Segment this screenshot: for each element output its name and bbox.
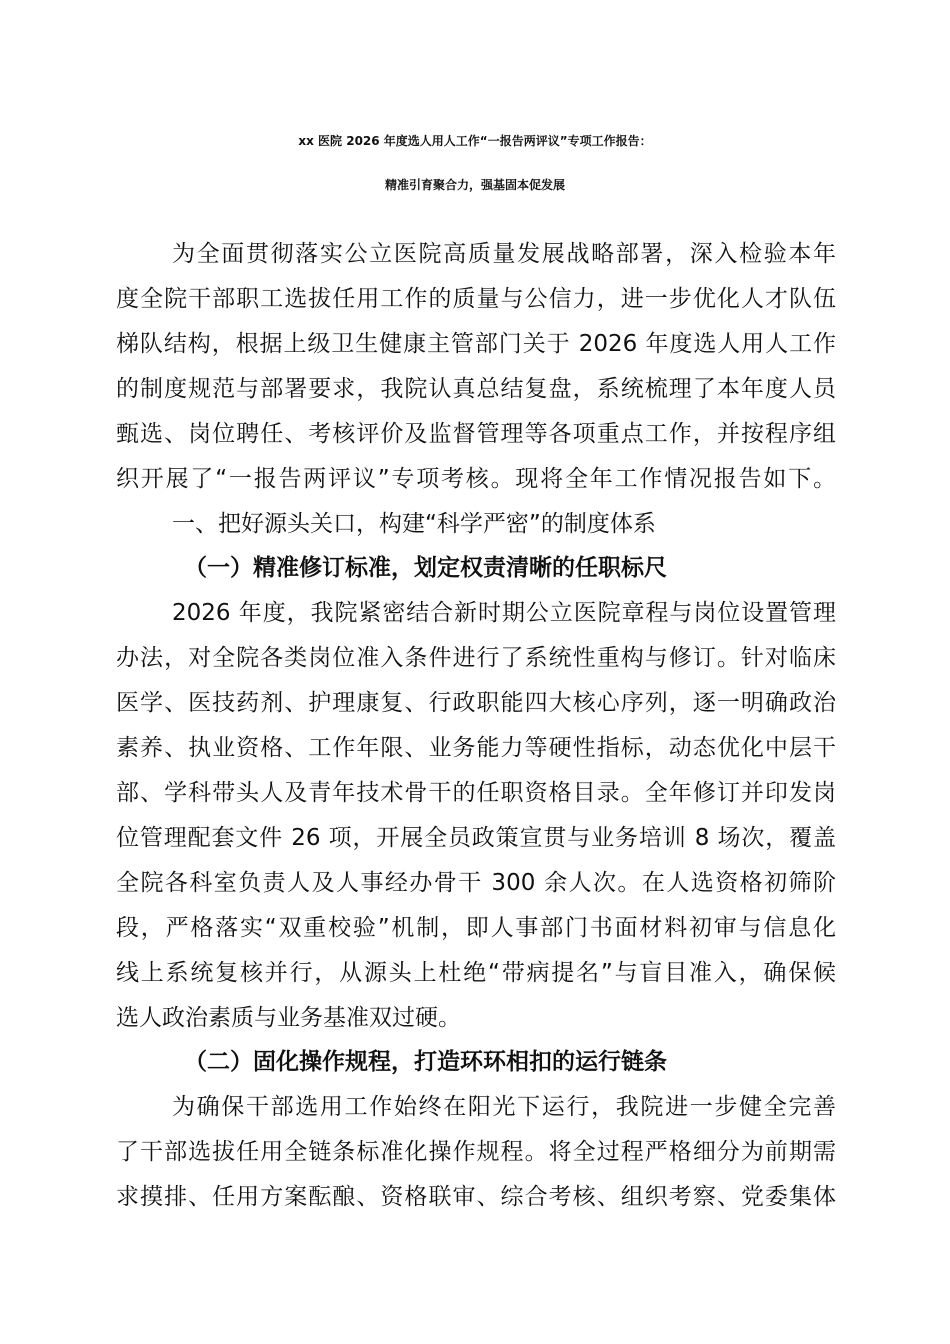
subsection-1-line-7: 全院各科室负责人及人事经办骨干 300 余人次。在人选资格初筛阶 [116, 870, 836, 896]
intro-line-6: 织开展了“一报告两评议”专项考核。现将全年工作情况报告如下。 [116, 466, 836, 492]
subsection-1-line-3: 医学、医技药剂、护理康复、行政职能四大核心序列，逐一明确政治 [116, 690, 836, 716]
subsection-1-heading: （一）精准修订标准，划定权责清晰的任职标尺 [184, 555, 667, 581]
intro-line-2: 度全院干部职工选拔任用工作的质量与公信力，进一步优化人才队伍 [116, 286, 836, 312]
subsection-1-line-8: 段，严格落实“双重校验”机制，即人事部门书面材料初审与信息化 [116, 915, 836, 941]
subsection-2-line-2: 了干部选拔任用全链条标准化操作规程。将全过程严格细分为前期需 [116, 1139, 836, 1165]
intro-line-5: 甄选、岗位聘任、考核评价及监督管理等各项重点工作，并按程序组 [116, 421, 836, 447]
subsection-2-line-3: 求摸排、任用方案酝酿、资格联审、综合考核、组织考察、党委集体 [116, 1184, 836, 1210]
subsection-1-line-4: 素养、执业资格、工作年限、业务能力等硬性指标，动态优化中层干 [116, 735, 836, 761]
subsection-2-line-1: 为确保干部选用工作始终在阳光下运行，我院进一步健全完善 [172, 1094, 836, 1120]
subsection-1-line-6: 位管理配套文件 26 项，开展全员政策宣贯与业务培训 8 场次，覆盖 [116, 825, 836, 851]
subsection-1-line-5: 部、学科带头人及青年技术骨干的任职资格目录。全年修订并印发岗 [116, 780, 836, 806]
document-title-line-2: 精准引育聚合力，强基固本促发展 [384, 178, 565, 192]
document-title-line-1: xx 医院 2026 年度选人用人工作“一报告两评议”专项工作报告： [298, 134, 652, 148]
subsection-2-heading: （二）固化操作规程，打造环环相扣的运行链条 [184, 1049, 667, 1075]
subsection-1-line-9: 线上系统复核并行，从源头上杜绝“带病提名”与盲目准入，确保候 [116, 960, 836, 986]
subsection-1-line-10: 选人政治素质与业务基准双过硬。 [116, 1005, 461, 1031]
subsection-1-line-1: 2026 年度，我院紧密结合新时期公立医院章程与岗位设置管理 [172, 600, 836, 626]
intro-line-3: 梯队结构，根据上级卫生健康主管部门关于 2026 年度选人用人工作 [116, 331, 836, 357]
section-1-heading: 一、把好源头关口，构建“科学严密”的制度体系 [172, 511, 656, 537]
subsection-1-line-2: 办法，对全院各类岗位准入条件进行了系统性重构与修订。针对临床 [116, 645, 836, 671]
intro-line-1: 为全面贯彻落实公立医院高质量发展战略部署，深入检验本年 [172, 241, 836, 267]
intro-line-4: 的制度规范与部署要求，我院认真总结复盘，系统梳理了本年度人员 [116, 376, 836, 402]
